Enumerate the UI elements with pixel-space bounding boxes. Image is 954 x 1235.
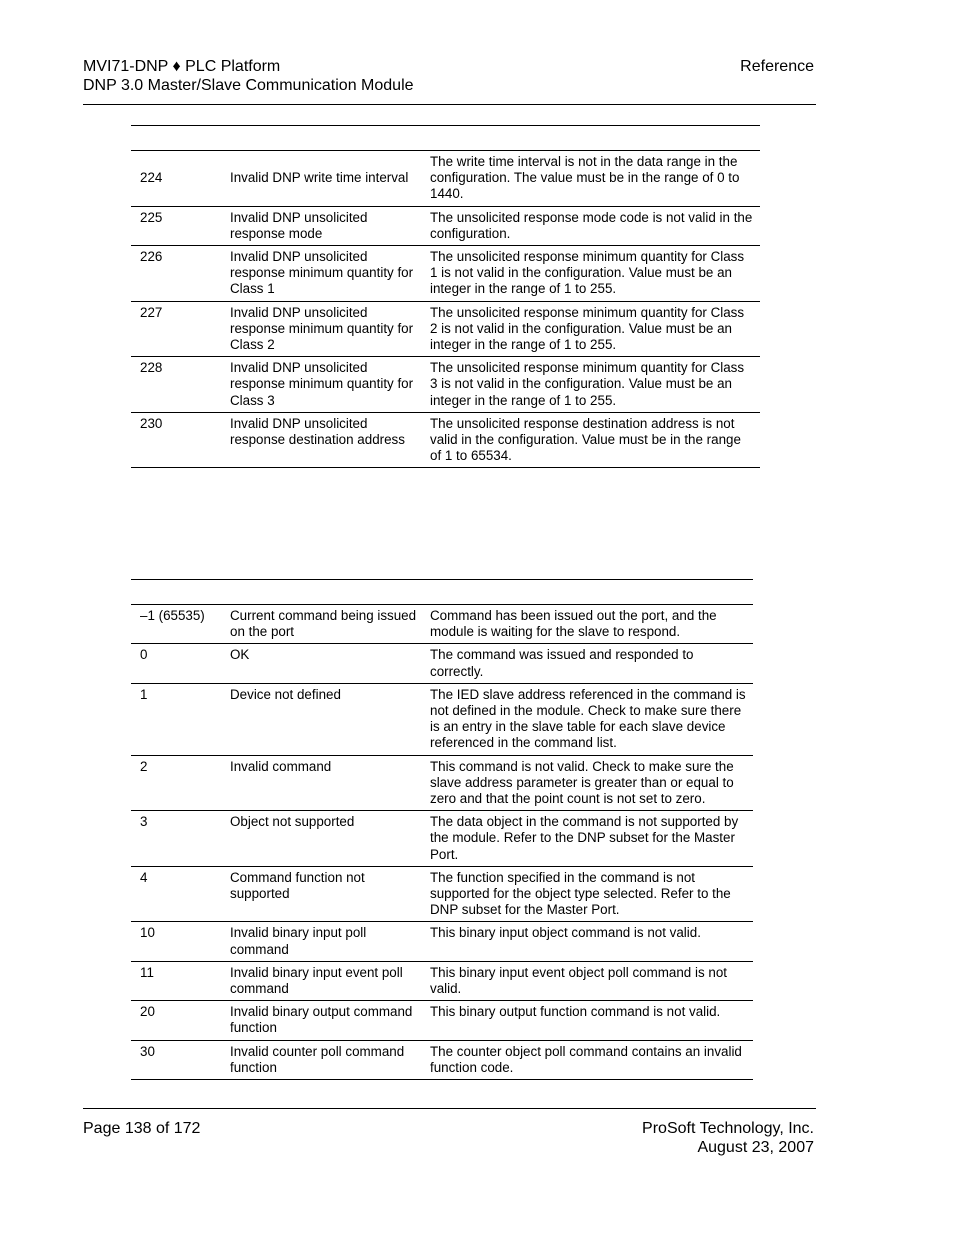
- page-number: Page 138 of 172: [83, 1120, 201, 1137]
- table-header-row: [131, 126, 760, 151]
- error-code-cell: 0: [131, 644, 221, 683]
- error-desc-cell: Command has been issued out the port, and the module is waiting for the slave to respond.: [424, 605, 753, 644]
- table-row: [131, 1040, 753, 1079]
- header-title-line1: MVI71-DNP ♦ PLC Platform: [83, 58, 281, 75]
- error-desc-cell: This binary input object command is not valid.: [424, 922, 753, 961]
- table-body: [131, 605, 753, 1080]
- error-desc-cell: The command was issued and responded to correctly.: [424, 644, 753, 683]
- error-name-cell: Invalid DNP unsolicited response destination address: [221, 412, 424, 468]
- error-name-cell: Invalid DNP unsolicited response minimum quantity for Class 3: [221, 357, 424, 413]
- table-row: [131, 811, 753, 867]
- error-code-cell: 226: [131, 246, 221, 302]
- error-name-cell: Command function not supported: [221, 866, 424, 922]
- error-desc-cell: This binary input event object poll command is not valid.: [424, 961, 753, 1000]
- table-row: [131, 755, 753, 811]
- error-desc-cell: This command is not valid. Check to make sure the slave address parameter is greater than or equal to zero and that the point count is not set to zero.: [424, 755, 753, 811]
- table-row: [131, 357, 760, 413]
- error-name-cell: Invalid DNP unsolicited response mode: [221, 206, 424, 245]
- error-code-cell: 30: [131, 1040, 221, 1079]
- error-desc-cell: The IED slave address referenced in the command is not defined in the module. Check to make sure there is an entry in the slave table for each slave device referenced in the command list.: [424, 683, 753, 755]
- error-desc-cell: The unsolicited response minimum quantity for Class 3 is not valid in the configuration. Value must be an integer in the range of 1 to 255.: [424, 357, 760, 413]
- table-row: [131, 206, 760, 245]
- table-row: [131, 961, 753, 1000]
- error-code-cell: 1: [131, 683, 221, 755]
- header-section: Reference: [740, 58, 814, 75]
- table-row: [131, 683, 753, 755]
- header-title-line2: DNP 3.0 Master/Slave Communication Module: [83, 77, 414, 94]
- table-row: [131, 644, 753, 683]
- error-desc-cell: The unsolicited response mode code is not valid in the configuration.: [424, 206, 760, 245]
- error-code-cell: 227: [131, 301, 221, 357]
- error-desc-cell: The function specified in the command is not supported for the object type selected. Refer to the DNP subset for the Master Port.: [424, 866, 753, 922]
- error-codes-table-1: [131, 125, 760, 468]
- error-name-cell: Invalid binary input poll command: [221, 922, 424, 961]
- footer-divider: [83, 1108, 816, 1109]
- error-name-cell: Invalid DNP unsolicited response minimum quantity for Class 2: [221, 301, 424, 357]
- error-name-cell: Current command being issued on the port: [221, 605, 424, 644]
- publish-date: August 23, 2007: [697, 1139, 814, 1156]
- header-divider: [83, 104, 816, 105]
- error-name-cell: Invalid counter poll command function: [221, 1040, 424, 1079]
- error-code-cell: 224: [131, 151, 221, 207]
- error-code-cell: 11: [131, 961, 221, 1000]
- table-header-row: [131, 580, 753, 605]
- error-name-cell: Object not supported: [221, 811, 424, 867]
- company-name: ProSoft Technology, Inc.: [642, 1120, 814, 1137]
- error-code-cell: 2: [131, 755, 221, 811]
- table-row: [131, 605, 753, 644]
- error-code-cell: –1 (65535): [131, 605, 221, 644]
- document-header-title: [83, 57, 414, 95]
- error-code-cell: 3: [131, 811, 221, 867]
- error-code-cell: 230: [131, 412, 221, 468]
- error-desc-cell: The unsolicited response minimum quantity for Class 1 is not valid in the configuration. Value must be an integer in the range of 1 to 255.: [424, 246, 760, 302]
- error-code-cell: 20: [131, 1001, 221, 1040]
- error-code-cell: 228: [131, 357, 221, 413]
- error-desc-cell: The unsolicited response minimum quantity for Class 2 is not valid in the configuration. Value must be an integer in the range of 1 to 255.: [424, 301, 760, 357]
- table-row: [131, 866, 753, 922]
- error-desc-cell: This binary output function command is not valid.: [424, 1001, 753, 1040]
- error-name-cell: OK: [221, 644, 424, 683]
- table-row: [131, 1001, 753, 1040]
- error-name-cell: Invalid binary input event poll command: [221, 961, 424, 1000]
- error-name-cell: Invalid DNP unsolicited response minimum quantity for Class 1: [221, 246, 424, 302]
- table-row: [131, 151, 760, 207]
- error-desc-cell: The data object in the command is not supported by the module. Refer to the DNP subset for the Master Port.: [424, 811, 753, 867]
- error-desc-cell: The unsolicited response destination address is not valid in the configuration. Value must be in the range of 1 to 65534.: [424, 412, 760, 468]
- error-name-cell: Device not defined: [221, 683, 424, 755]
- error-desc-cell: The counter object poll command contains an invalid function code.: [424, 1040, 753, 1079]
- table-body: [131, 151, 760, 468]
- error-name-cell: Invalid binary output command function: [221, 1001, 424, 1040]
- error-name-cell: Invalid command: [221, 755, 424, 811]
- error-desc-cell: The write time interval is not in the data range in the configuration. The value must be in the range of 0 to 1440.: [424, 151, 760, 207]
- table-row: [131, 922, 753, 961]
- error-code-cell: 4: [131, 866, 221, 922]
- table-row: [131, 246, 760, 302]
- table-row: [131, 301, 760, 357]
- table-row: [131, 412, 760, 468]
- error-codes-table-2: [131, 579, 753, 1080]
- error-code-cell: 225: [131, 206, 221, 245]
- footer-info: [642, 1119, 814, 1157]
- error-code-cell: 10: [131, 922, 221, 961]
- error-name-cell: Invalid DNP write time interval: [221, 151, 424, 207]
